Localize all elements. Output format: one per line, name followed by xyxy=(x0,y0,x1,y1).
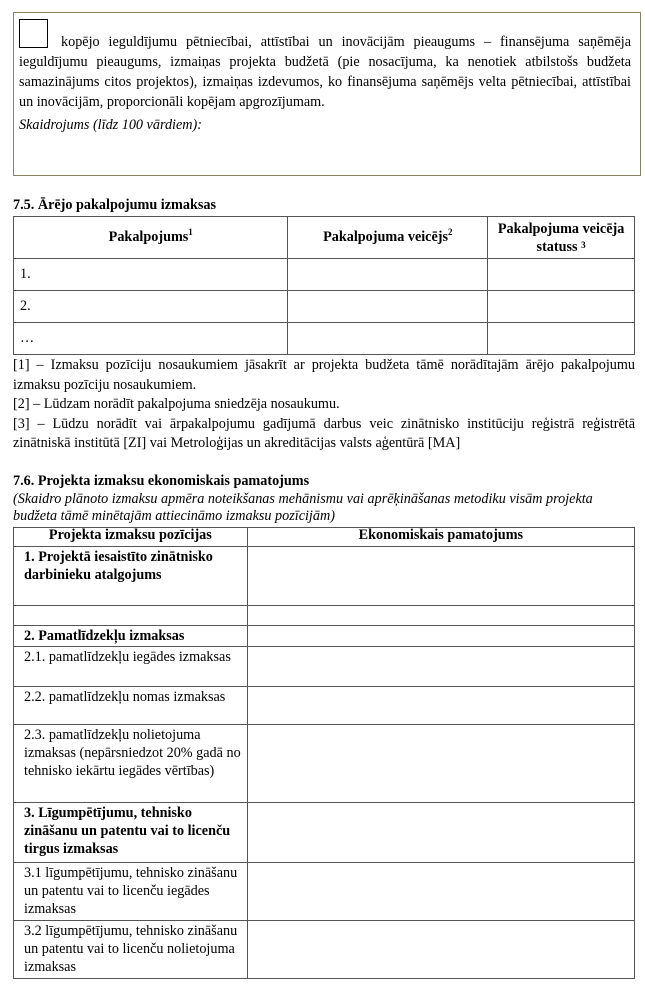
cost-justification-table xyxy=(13,527,635,979)
cost-row-label: 3. Līgumpētījumu, tehnisko zināšanu un patentu vai to licenču tirgus izmaksas xyxy=(14,803,248,863)
explanation-label: Skaidrojums (līdz 100 vārdiem): xyxy=(19,117,202,133)
cost-row-label: 3.1 līgumpētījumu, tehnisko zināšanu un patentu vai to licenču iegādes izmaksas xyxy=(14,863,248,921)
column-header-provider: Pakalpojuma veicējs$^2$ xyxy=(288,217,488,259)
section-7-5-heading: 7.5. Ārējo pakalpojumu izmaksas xyxy=(13,197,216,213)
provider-cell[interactable] xyxy=(288,291,488,323)
impact-description: kopējo ieguldījumu pētniecībai, attīstībai un inovācijām pieaugums – finansējuma saņēmēja ieguldījumu pieaugums, izmaiņas projekta budžetā (pie nosacījuma, ka nenotiek atbilstošs budžeta samazinājums citos projektos), izmaiņas izdevumos, ko finansējuma saņēmējs velta pētniecībai, attīstībai un inovācijām, proporcionāli kopējam apgrozījumam. xyxy=(19,34,631,110)
section-7-6-heading: 7.6. Projekta izmaksu ekonomiskais pamatojums xyxy=(13,473,310,489)
cost-row-label: 1. Projektā iesaistīto zinātnisko darbinieku atalgojums xyxy=(14,547,248,606)
footnotes xyxy=(13,356,635,454)
justification-cell[interactable] xyxy=(247,921,634,979)
justification-cell[interactable] xyxy=(247,863,634,921)
table-row-label: 1. xyxy=(14,259,288,291)
status-cell[interactable] xyxy=(488,291,635,323)
cost-row-label xyxy=(14,606,248,626)
provider-cell[interactable] xyxy=(288,259,488,291)
column-header-cost-positions: Projekta izmaksu pozīcijas xyxy=(14,528,248,547)
external-services-table xyxy=(13,216,635,355)
justification-cell[interactable] xyxy=(247,626,634,647)
table-row-label: … xyxy=(14,323,288,355)
justification-cell[interactable] xyxy=(247,547,634,606)
table-row-label: 2. xyxy=(14,291,288,323)
footnote-2: [2] – Lūdzam norādīt pakalpojuma sniedzēja nosaukumu. xyxy=(13,396,340,412)
footnote-3: [3] – Lūdzu norādīt vai ārpakalpojumu gadījumā darbus veic zinātnisko institūciju reģistrā reģistrētā zinātniskā institūtā [ZI] vai Metroloģijas un akreditācijas valsts aģentūrā [MA] xyxy=(13,415,635,451)
justification-cell[interactable] xyxy=(247,803,634,863)
cost-row-label: 2.1. pamatlīdzekļu iegādes izmaksas xyxy=(14,647,248,687)
cost-row-label: 2. Pamatlīdzekļu izmaksas xyxy=(14,626,248,647)
column-header-provider-status: Pakalpojuma veicēja statuss $^3$ xyxy=(488,217,635,259)
cost-row-label: 2.2. pamatlīdzekļu nomas izmaksas xyxy=(14,687,248,725)
status-cell[interactable] xyxy=(488,323,635,355)
justification-cell[interactable] xyxy=(247,606,634,626)
justification-cell[interactable] xyxy=(247,687,634,725)
column-header-service: Pakalpojums$^1$ xyxy=(14,217,288,259)
cost-row-label: 3.2 līgumpētījumu, tehnisko zināšanu un patentu vai to licenču nolietojuma izmaksas xyxy=(14,921,248,979)
status-cell[interactable] xyxy=(488,259,635,291)
column-header-justification: Ekonomiskais pamatojums xyxy=(247,528,634,547)
justification-cell[interactable] xyxy=(247,725,634,803)
justification-cell[interactable] xyxy=(247,647,634,687)
provider-cell[interactable] xyxy=(288,323,488,355)
cost-row-label: 2.3. pamatlīdzekļu nolietojuma izmaksas (nepārsniedzot 20% gadā no tehnisko iekārtu iegādes vērtības) xyxy=(14,725,248,803)
section-7-6-subtitle: (Skaidro plānoto izmaksu apmēra noteikšanas mehānismu vai aprēķināšanas metodiku visām projekta budžeta tāmē minētajām attiecināmo izmaksu pozīcijām) xyxy=(13,491,593,524)
footnote-1: [1] – Izmaksu pozīciju nosaukumiem jāsakrīt ar projekta budžeta tāmē norādītajām ārējo pakalpojumu izmaksu pozīciju nosaukumiem. xyxy=(13,357,635,393)
